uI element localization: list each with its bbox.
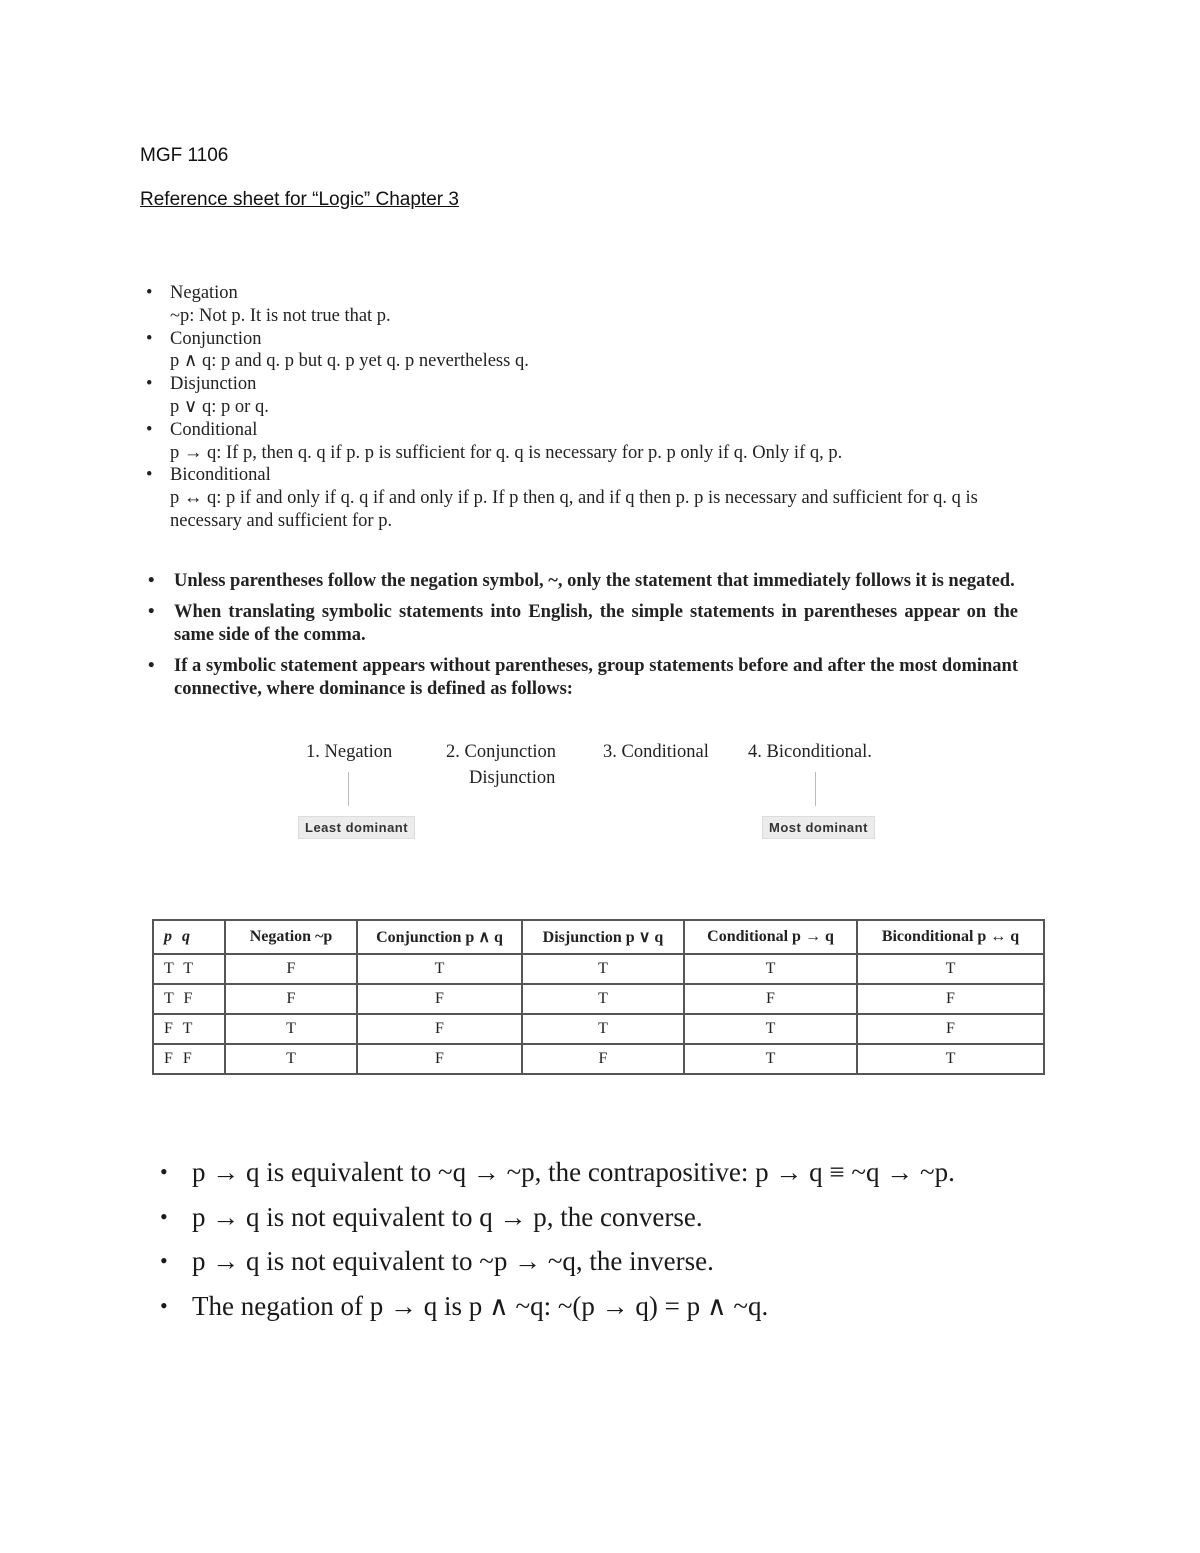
cell-conditional: T [684, 1014, 857, 1044]
truth-table [152, 919, 1045, 1075]
definitions-list [146, 282, 1046, 533]
table-row [153, 954, 1044, 984]
bullet: • [146, 465, 153, 486]
cell-negation: F [225, 954, 357, 984]
table-row [153, 984, 1044, 1014]
cell-pq: F F [153, 1044, 225, 1074]
definition-body: p ∧ q: p and q. p but q. p yet q. p nevertheless q. [170, 351, 529, 372]
cell-conjunction: F [357, 984, 522, 1014]
cell-conditional: F [684, 984, 857, 1014]
cell-conditional: T [684, 1044, 857, 1074]
rule-text: When translating symbolic statements into English, the simple statements in parentheses appear on the same side of the comma. [174, 602, 1018, 645]
equivalence-text: p → q is not equivalent to q → p, the converse. [192, 1201, 703, 1232]
bullet: • [160, 1159, 168, 1184]
cell-negation: T [225, 1014, 357, 1044]
course-code: MGF 1106 [140, 145, 229, 166]
dominance-negation: 1. Negation [306, 742, 393, 762]
dominance-biconditional: 4. Biconditional. [748, 742, 872, 762]
cell-conjunction: T [357, 954, 522, 984]
definition-negation [146, 282, 1046, 328]
cell-conjunction: F [357, 1014, 522, 1044]
bullet: • [148, 656, 155, 676]
bullet: • [146, 328, 153, 349]
cell-pq: F T [153, 1014, 225, 1044]
table-row [153, 1014, 1044, 1044]
dominance-conjunction: 2. Conjunction [446, 742, 556, 762]
bullet: • [146, 419, 153, 440]
bullet: • [160, 1292, 168, 1318]
equivalence-text: p → q is not equivalent to ~p → ~q, the inverse. [192, 1246, 714, 1276]
header-pq: p q [153, 920, 225, 954]
header-conjunction: Conjunction p ∧ q [357, 920, 522, 954]
cell-negation: F [225, 984, 357, 1014]
rule-dominance [148, 655, 1018, 701]
bullet: • [146, 374, 153, 395]
bullet: • [148, 571, 155, 591]
table-header-row [153, 920, 1044, 954]
definition-term: Conjunction [170, 328, 262, 349]
header-disjunction: Disjunction p ∨ q [522, 920, 684, 954]
equivalences-list [160, 1150, 1080, 1328]
rule-text: Unless parentheses follow the negation symbol, ~, only the statement that immediately follows it is negated. [174, 571, 1015, 591]
definition-biconditional [146, 464, 1046, 532]
table-row [153, 1044, 1044, 1074]
definition-term: Negation [170, 283, 238, 303]
definition-disjunction [146, 373, 1046, 419]
equivalence-inverse [160, 1239, 1080, 1284]
definition-term: Conditional [170, 419, 258, 440]
definition-term: Disjunction [170, 374, 257, 395]
cell-negation: T [225, 1044, 357, 1074]
definition-body: ~p: Not p. It is not true that p. [170, 305, 391, 326]
rules-list [148, 570, 1018, 709]
equivalence-text: The negation of p → q is p ∧ ~q: ~(p → q) = p ∧ ~q. [192, 1290, 769, 1321]
cell-disjunction: T [522, 954, 684, 984]
rule-parentheses [148, 601, 1018, 647]
cell-disjunction: T [522, 984, 684, 1014]
cell-pq: T F [153, 984, 225, 1014]
definition-body: p ↔ q: p if and only if q. q if and only if p. If p then q, and if q then p. p is necessary and sufficient for q. q is necessary and sufficient for p. [170, 488, 978, 531]
header-biconditional: Biconditional p ↔ q [857, 920, 1044, 954]
cell-biconditional: T [857, 954, 1044, 984]
rule-negation-scope [148, 570, 1018, 593]
most-dominant-pointer [815, 772, 816, 806]
header-conditional: Conditional p → q [684, 920, 857, 954]
dominance-conditional: 3. Conditional [603, 742, 709, 762]
definition-body: p → q: If p, then q. q if p. p is sufficient for q. q is necessary for p. p only if q. Only if q, p. [170, 442, 843, 463]
equivalence-negation [160, 1284, 1080, 1329]
definition-body: p ∨ q: p or q. [170, 396, 269, 417]
definition-term: Biconditional [170, 465, 271, 486]
least-dominant-pointer [348, 772, 349, 806]
sheet-title: Reference sheet for “Logic” Chapter 3 [140, 189, 459, 210]
cell-conditional: T [684, 954, 857, 984]
bullet: • [160, 1248, 168, 1273]
cell-biconditional: T [857, 1044, 1044, 1074]
cell-conjunction: F [357, 1044, 522, 1074]
header-negation: Negation ~p [225, 920, 357, 954]
cell-disjunction: T [522, 1014, 684, 1044]
equivalence-text: p → q is equivalent to ~q → ~p, the contrapositive: p → q ≡ ~q → ~p. [192, 1157, 955, 1187]
cell-pq: T T [153, 954, 225, 984]
dominance-disjunction: Disjunction [469, 768, 556, 788]
rule-text: If a symbolic statement appears without parentheses, group statements before and after the most dominant connective, where dominance is defined as follows: [174, 656, 1018, 699]
bullet: • [160, 1203, 168, 1229]
definition-conjunction [146, 328, 1046, 374]
least-dominant-badge: Least dominant [298, 816, 415, 839]
bullet: • [148, 602, 155, 622]
equivalence-contrapositive [160, 1150, 1080, 1195]
most-dominant-badge: Most dominant [762, 816, 875, 839]
cell-disjunction: F [522, 1044, 684, 1074]
equivalence-converse [160, 1195, 1080, 1240]
definition-conditional [146, 419, 1046, 465]
bullet: • [146, 283, 153, 303]
cell-biconditional: F [857, 1014, 1044, 1044]
cell-biconditional: F [857, 984, 1044, 1014]
